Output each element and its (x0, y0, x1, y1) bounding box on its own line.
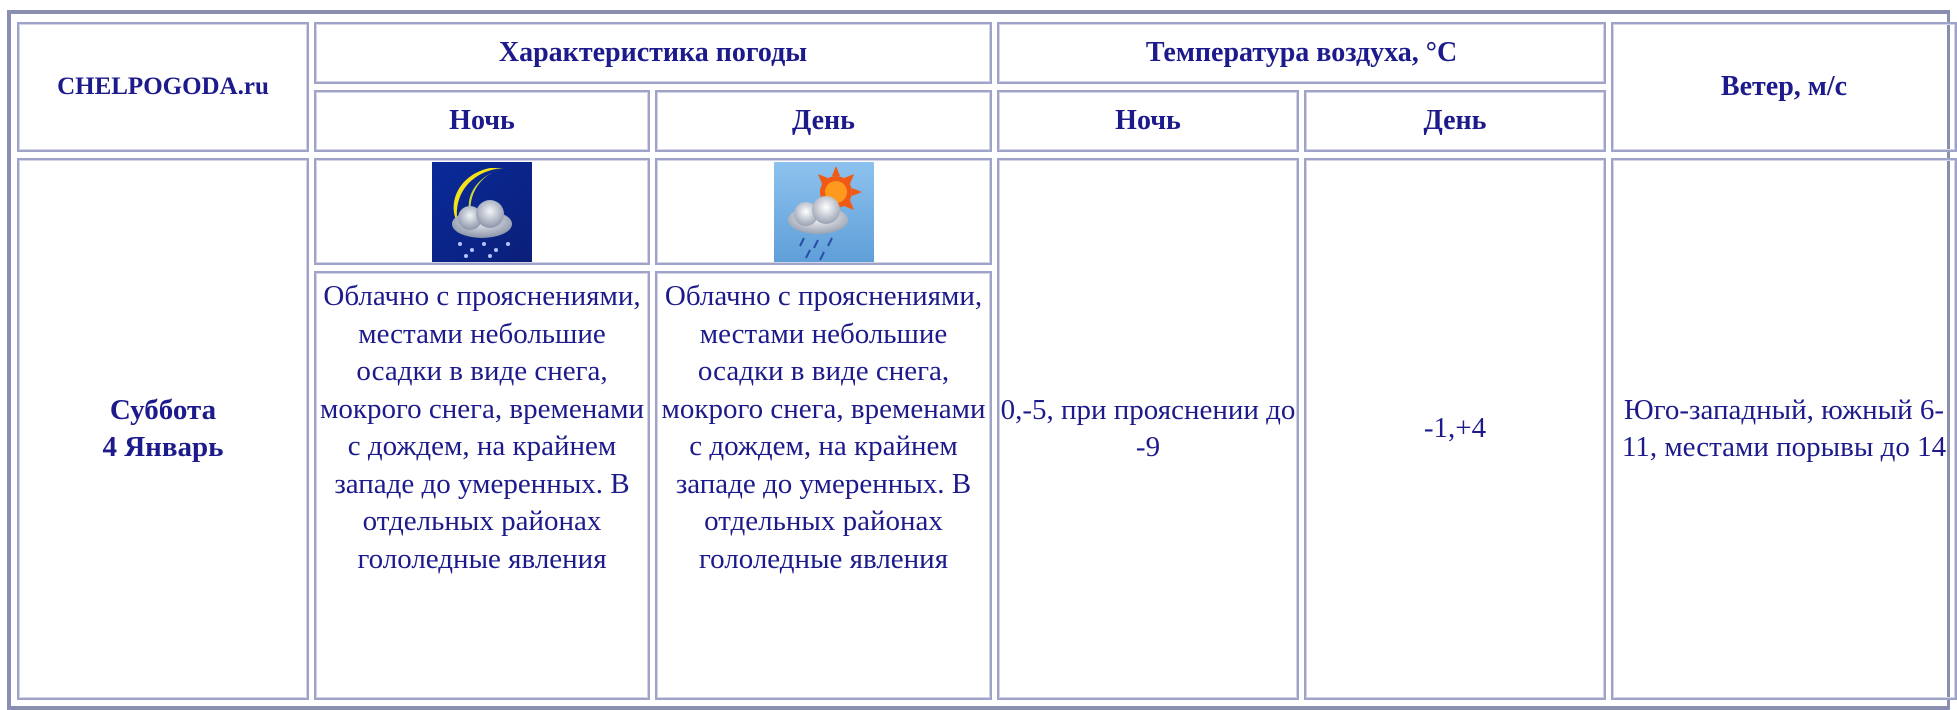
wind-header: Ветер, м/с (1611, 22, 1957, 152)
temperature-night-value: 0,-5, при прояснении до -9 (997, 158, 1299, 700)
night-icon-cell (314, 158, 650, 265)
wind-value: Юго-западный, южный 6-11, местами порывы до 14 (1611, 158, 1957, 700)
forecast-frame (7, 10, 1950, 710)
sun-cloud-rain-icon (774, 162, 874, 262)
weather-characteristics-header: Характеристика погоды (314, 22, 992, 84)
site-brand[interactable]: CHELPOGODA.ru (17, 22, 309, 152)
day-description: Облачно с прояснениями, местами небольшие осадки в виде снега, мокрого снега, временами с дождем, на крайнем западе до умеренных. В отдельных районах гололедные явления (655, 271, 992, 700)
weather-day-header: День (655, 90, 992, 152)
day-icon-cell (655, 158, 992, 265)
temp-night-header: Ночь (997, 90, 1299, 152)
forecast-date-cell (17, 158, 309, 700)
night-description: Облачно с прояснениями, местами небольшие осадки в виде снега, мокрого снега, временами с дождем, на крайнем западе до умеренных. В отдельных районах гололедные явления (314, 271, 650, 700)
forecast-table (12, 16, 1957, 706)
forecast-weekday: Суббота (109, 394, 217, 426)
weather-night-header: Ночь (314, 90, 650, 152)
temp-day-header: День (1304, 90, 1606, 152)
forecast-date: 4 Январь (102, 431, 224, 463)
temperature-day-value: -1,+4 (1304, 158, 1606, 700)
air-temperature-header: Температура воздуха, °C (997, 22, 1606, 84)
moon-cloud-snow-icon (432, 162, 532, 262)
